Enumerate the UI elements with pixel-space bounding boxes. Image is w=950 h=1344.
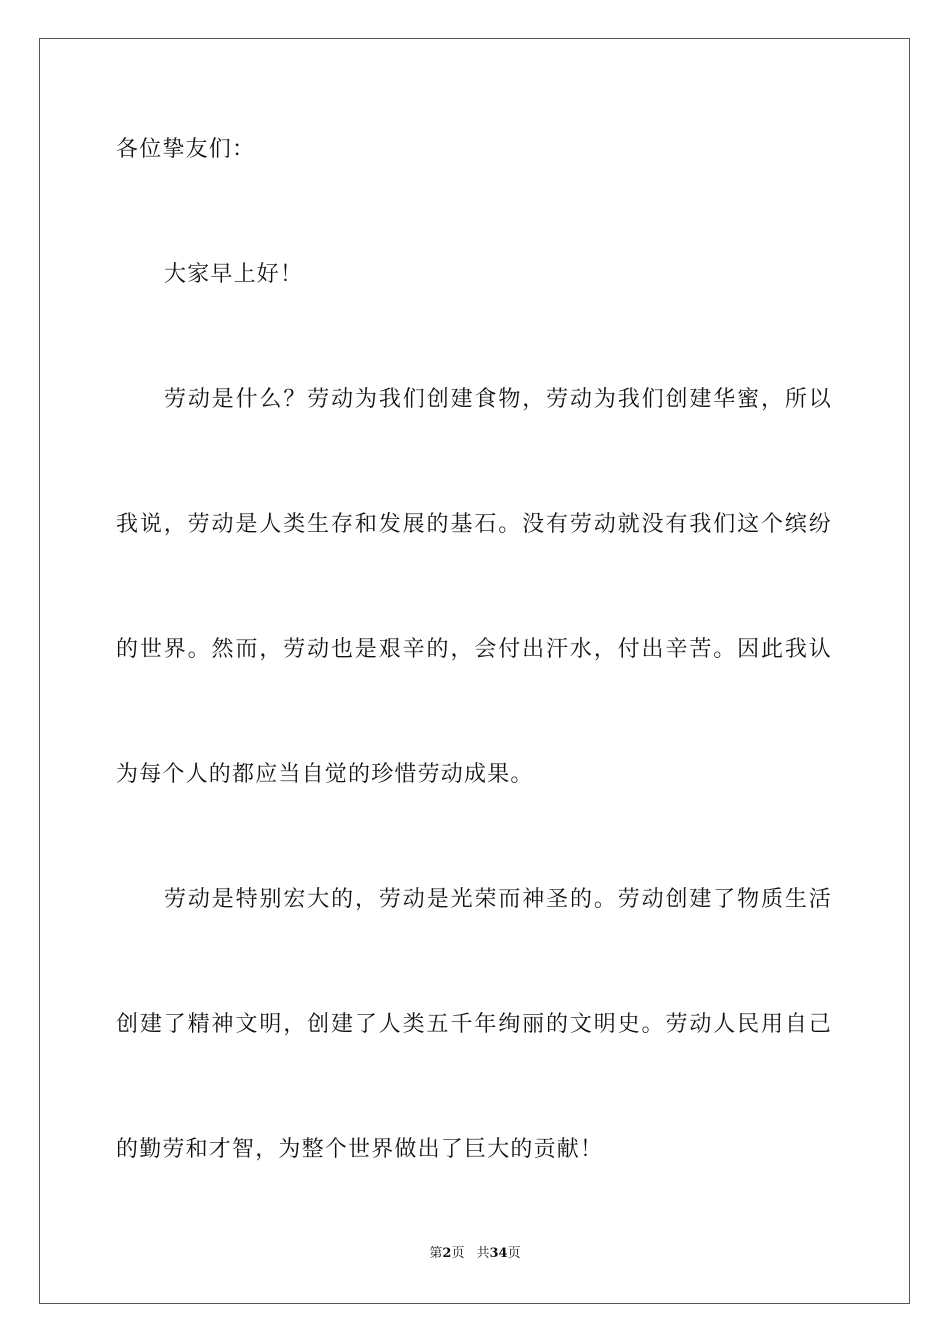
paragraph-3-line-1: 劳动是特别宏大的，劳动是光荣而神圣的。劳动创建了物质生活	[164, 887, 832, 912]
paragraph-2-line-2: 我说，劳动是人类生存和发展的基石。没有劳动就没有我们这个缤纷	[116, 512, 832, 537]
greeting-line: 各位挚友们：	[116, 137, 256, 162]
page-footer	[0, 1245, 950, 1263]
paragraph-2-line-1: 劳动是什么？劳动为我们创建食物，劳动为我们创建华蜜，所以	[164, 387, 832, 412]
paragraph-1-line-1: 大家早上好！	[164, 262, 304, 287]
paragraph-3-line-2: 创建了精神文明，创建了人类五千年绚丽的文明史。劳动人民用自己	[116, 1012, 832, 1037]
page-prefix: 第	[429, 1246, 443, 1261]
page-suffix: 页	[451, 1246, 465, 1261]
paragraph-3-line-3: 的勤劳和才智，为整个世界做出了巨大的贡献！	[116, 1137, 604, 1162]
paragraph-2-line-3: 的世界。然而，劳动也是艰辛的，会付出汗水，付出辛苦。因此我认	[116, 637, 832, 662]
page-number: 2	[442, 1246, 452, 1261]
page-border	[39, 38, 910, 1304]
total-suffix: 页	[507, 1246, 521, 1261]
paragraph-2-line-4: 为每个人的都应当自觉的珍惜劳动成果。	[116, 762, 534, 787]
total-prefix: 共	[476, 1246, 490, 1261]
total-pages: 34	[489, 1246, 508, 1261]
